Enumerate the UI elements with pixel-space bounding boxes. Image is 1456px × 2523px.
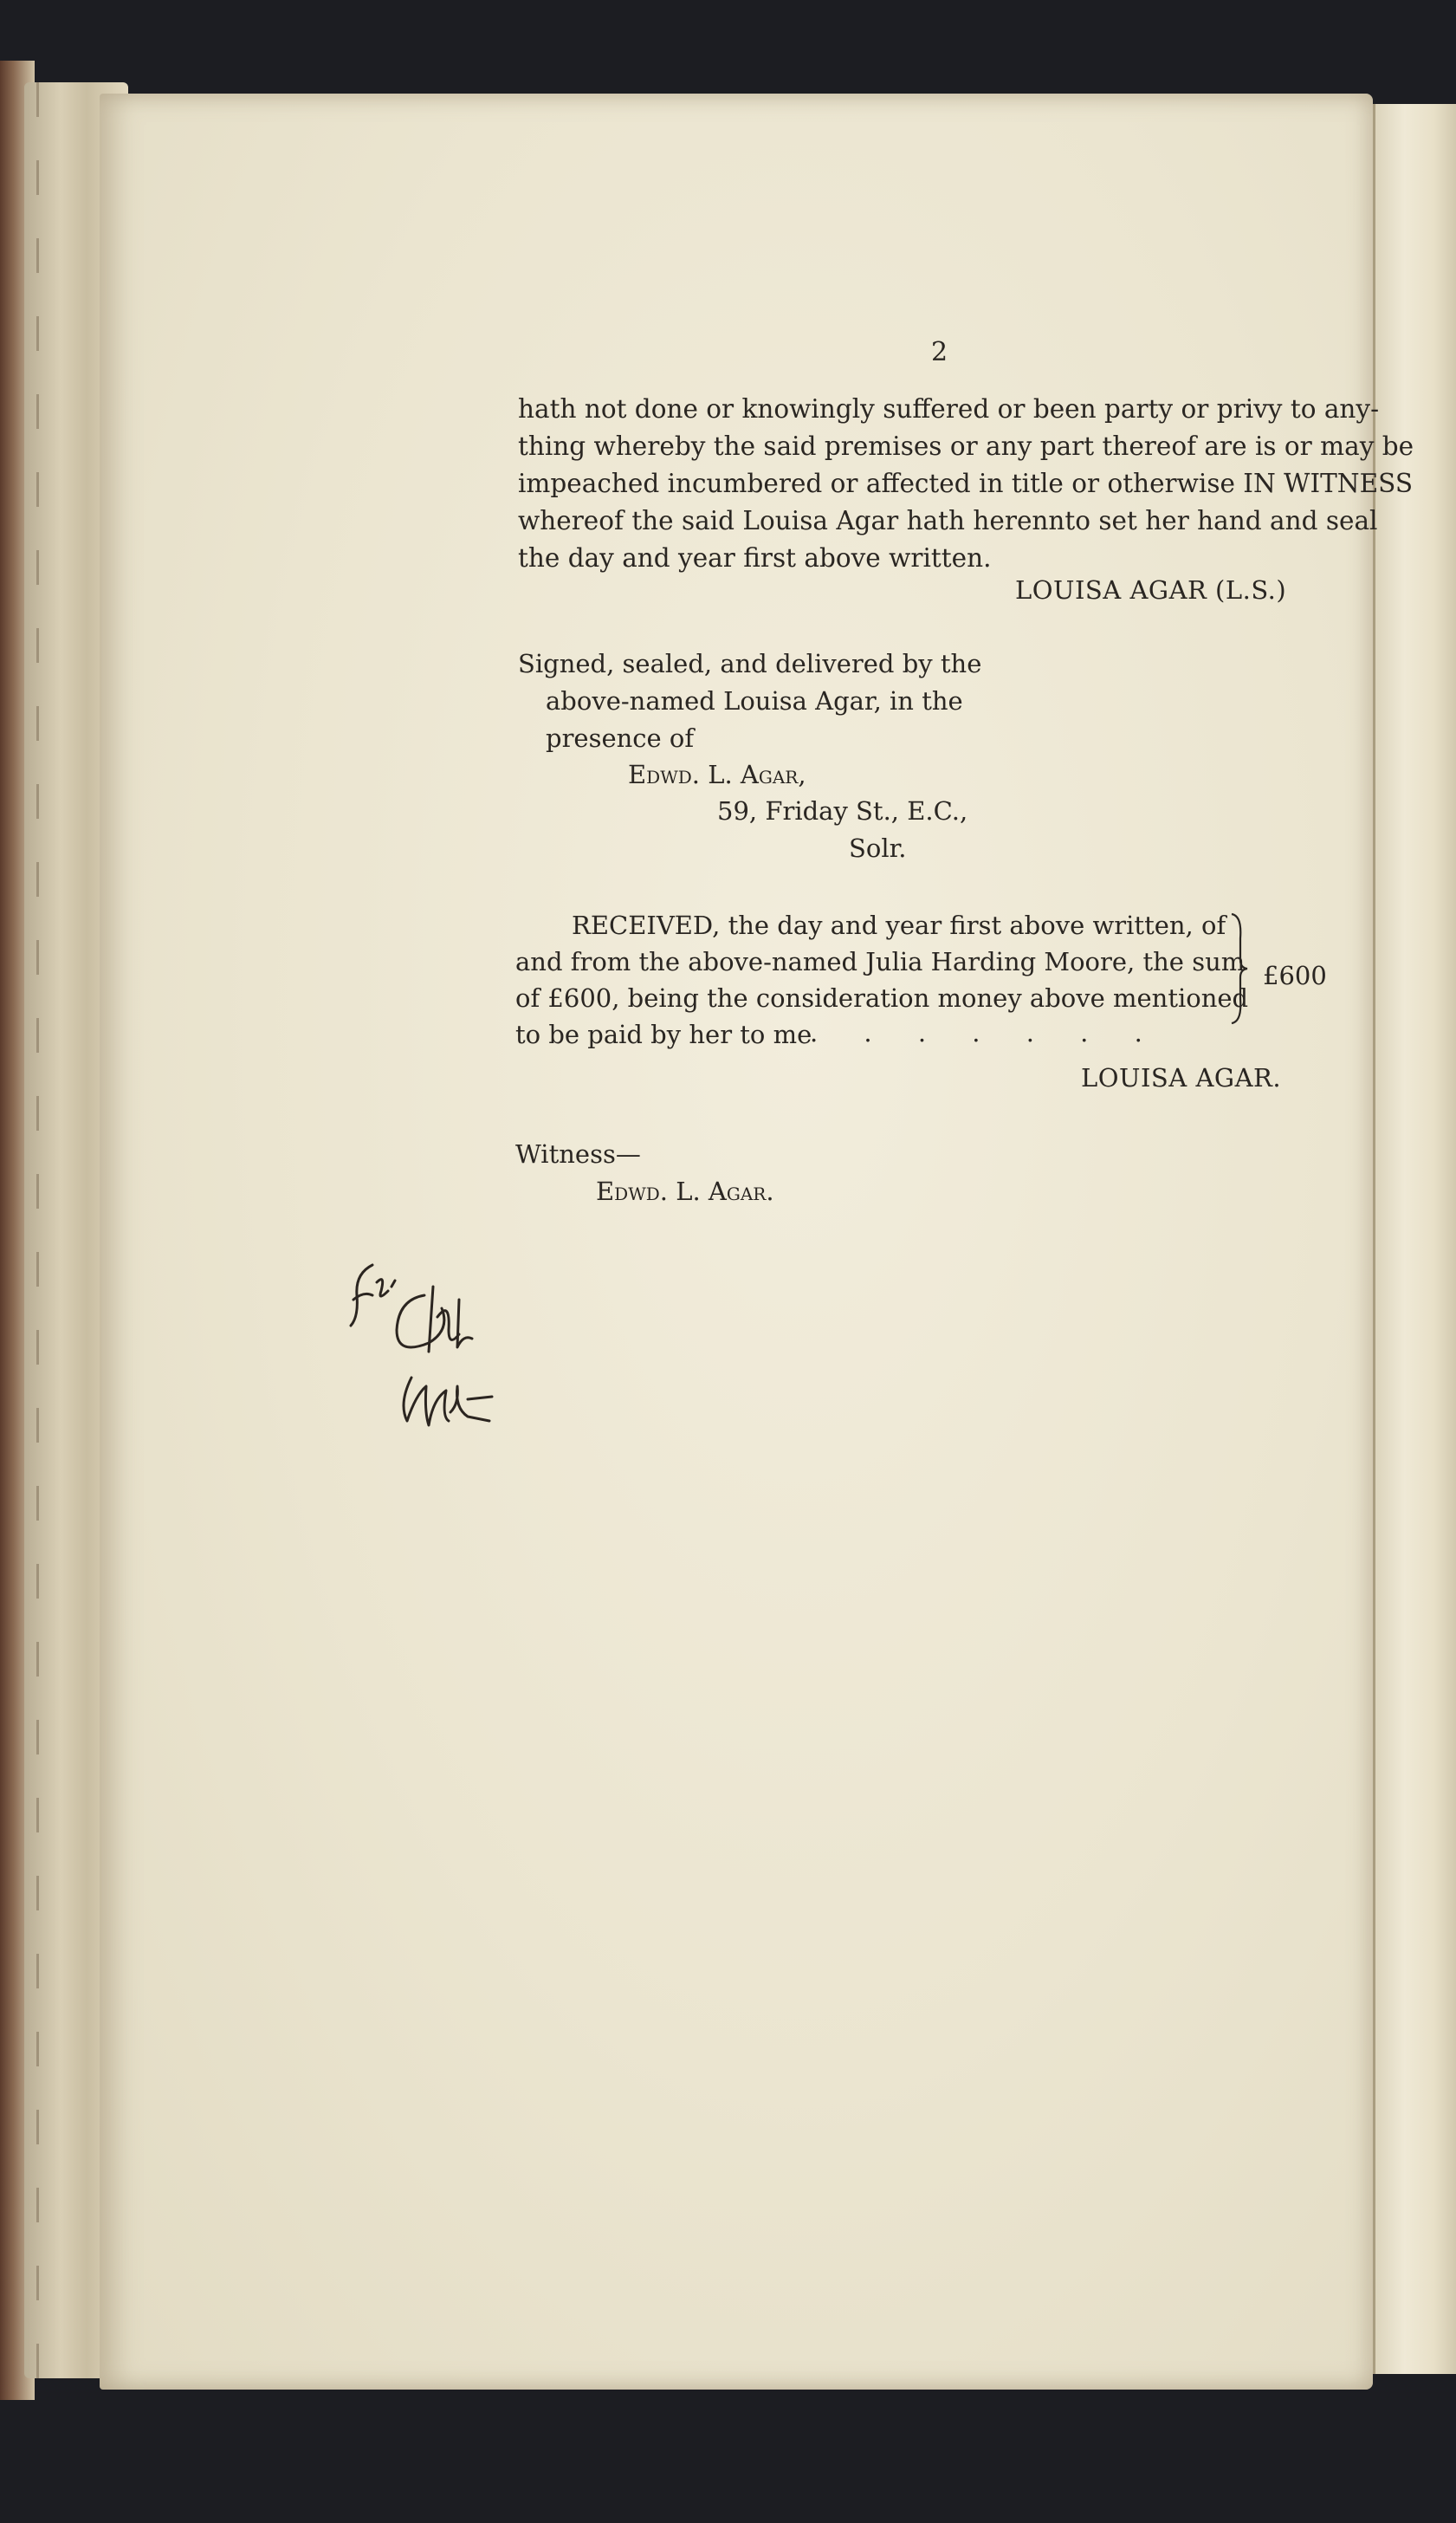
witness-label: Witness— [515,1139,641,1169]
paragraph-line: whereof the said Louisa Agar hath herennto set her hand and seal [518,506,1378,535]
paragraph-line: hath not done or knowingly suffered or been party or privy to any- [518,394,1380,424]
receipt-brace [1230,912,1249,1025]
attestation-witness-role: Solr. [849,833,907,863]
paragraph-line: impeached incumbered or affected in title or otherwise IN WITNESS [518,469,1414,498]
receipt-line: to be paid by her to me [515,1020,812,1049]
page-number: 2 [931,337,948,367]
receipt-line: and from the above-named Julia Harding Moore, the sum [515,947,1246,976]
attestation-witness-address: 59, Friday St., E.C., [717,796,968,826]
witness-name: Edwd. L. Agar. [596,1177,774,1206]
attestation-line-1: Signed, sealed, and delivered by the [518,649,982,678]
receipt-leader-dots: . . . . . . . [810,1018,1162,1047]
attestation-line-3: presence of [546,723,695,753]
receipt-line: RECEIVED, the day and year first above written, of [572,911,1226,940]
receipt-line: of £600, being the consideration money above mentioned [515,983,1249,1013]
attestation-witness-name: Edwd. L. Agar, [628,760,806,789]
receipt-amount: £600 [1263,961,1327,990]
attestation-line-2: above-named Louisa Agar, in the [546,686,963,716]
signature-louisa-agar-ls: LOUISA AGAR (L.S.) [1015,575,1287,605]
paragraph-line: the day and year first above written. [518,543,992,573]
paragraph-line: thing whereby the said premises or any part thereof are is or may be [518,431,1414,461]
signature-louisa-agar: LOUISA AGAR. [1081,1063,1282,1093]
handwritten-signature [346,1248,572,1447]
